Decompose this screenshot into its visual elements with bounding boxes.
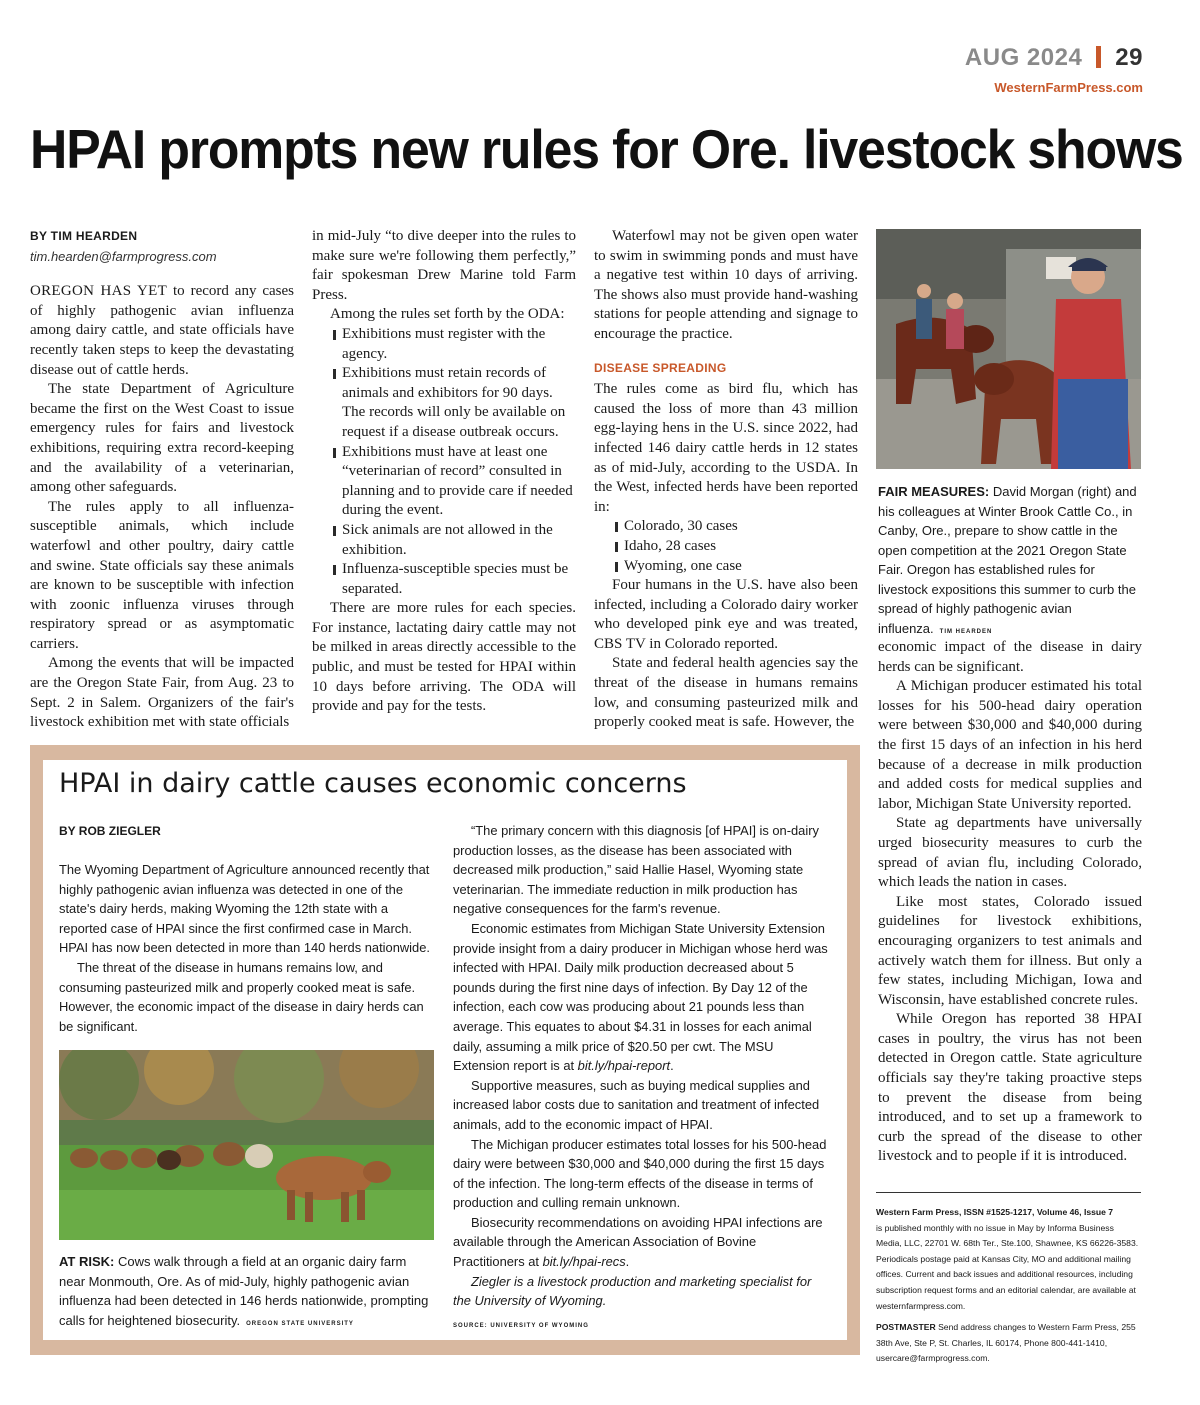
paragraph: A Michigan producer estimated his total losses for his 500-head dairy operation were between $30,000 and $40,000 during the first 15 days of an infection in his herd because of a decrease in milk production and added costs for medical supplies and labor, Michigan State University reported. bbox=[878, 678, 1142, 812]
paragraph: State and federal health agencies say the threat of the disease in humans remains low, and consuming pasteurized milk and properly cooked meat is safe. However, the bbox=[594, 655, 858, 731]
sidebar-source: SOURCE: UNIVERSITY OF WYOMING bbox=[453, 1322, 589, 1329]
paragraph: The state Department of Agriculture became the first on the West Coast to issue emergency rules for fairs and livestock exhibitions, requiring extra record-keeping and the availability of a veterinarian, among other safeguards. bbox=[30, 381, 294, 496]
author-bio bbox=[453, 1272, 831, 1311]
paragraph: “The primary concern with this diagnosis [of HPAI] is on-dairy production losses, as the disease has been associated with decreased milk production,” said Hallie Hasel, Wyoming state veterinarian. The immediate reduction in milk production has negative consequences for the farm's revenue. bbox=[453, 823, 819, 917]
masthead bbox=[876, 1192, 1141, 1373]
paragraph: Four humans in the U.S. have also been infected, including a Colorado dairy worker who developed pink eye and was treated, CBS TV in Colorado reported. bbox=[594, 577, 858, 652]
article-column-1 bbox=[30, 227, 294, 733]
sidebar-photo-caption bbox=[59, 1252, 434, 1334]
website-url: WesternFarmPress.com bbox=[994, 80, 1143, 95]
masthead-title: Western Farm Press, ISSN #1525-1217, Volume 46, Issue 7 bbox=[876, 1207, 1114, 1217]
article-column-3 bbox=[594, 227, 858, 733]
caption-label: FAIR MEASURES: bbox=[878, 484, 990, 499]
paragraph-end: . bbox=[670, 1058, 674, 1074]
caption-text: David Morgan (right) and his colleagues at Winter Brook Cattle Co., in Canby, Ore., prepare to show cattle in the open competition at the 2021 Oregon State Fair. Oregon has established rules for livestock expositions this summer to curb the spread of highly pathogenic avian influenza. bbox=[878, 484, 1137, 636]
author-email: tim.hearden@farmprogress.com bbox=[30, 248, 217, 264]
issue-date-header bbox=[965, 44, 1143, 72]
cattle-show-photo bbox=[876, 229, 1141, 469]
paragraph: The Wyoming Department of Agriculture announced recently that highly pathogenic avian influenza was detected in one of the state's dairy herds, making Wyoming the 12th state with a reported case of HPAI since the first confirmed case in March. HPAI has now been detected in more than 140 herds nationwide. bbox=[59, 862, 430, 956]
paragraph-text: Biosecurity recommendations on avoiding HPAI infections are available through the American Association of Bovine Practitioners at bbox=[453, 1214, 823, 1270]
paragraph: The Michigan producer estimates total losses for his 500-head dairy were between $30,000 and $40,000 during the first 15 days of the infection. The long-term effects of the disease in terms of production and culling remain unknown. bbox=[453, 1136, 827, 1211]
paragraph: Waterfowl may not be given open water to swim in swimming ponds and must have a negative test within 10 days of arriving. The shows also must provide hand-washing stations for people attending and signage to encourage the practice. bbox=[594, 228, 858, 342]
sidebar-column-2 bbox=[453, 821, 831, 1336]
lead-caps: OREGON HAS YET bbox=[30, 283, 168, 300]
list-item: Exhibitions must have at least one “veterinarian of record” consulted in planning and to provide care if needed during the event. bbox=[312, 443, 576, 521]
sidebar-title: HPAI in dairy cattle causes economic concerns bbox=[59, 768, 687, 799]
issue-date: AUG 2024 bbox=[964, 44, 1083, 71]
recs-link[interactable]: bit.ly/hpai-recs bbox=[542, 1254, 626, 1270]
postmaster-label: POSTMASTER bbox=[876, 1322, 936, 1333]
list-item: Wyoming, one case bbox=[594, 557, 858, 577]
masthead-info bbox=[876, 1205, 1141, 1314]
caption-label: AT RISK: bbox=[59, 1254, 115, 1269]
paragraph: Like most states, Colorado issued guidelines for livestock exhibitions, encouraging organizers to test animals and actively watch them for illness. But only a few states, including Michigan, Iowa and Wisconsin, have established concrete rules. bbox=[878, 893, 1142, 1008]
paragraph-text: Economic estimates from Michigan State University Extension provide insight from a dairy producer in Michigan whose herd was infected with HPAI. Daily milk production decreased about 5 pounds during the first nine days of infection. By Day 12 of the infection, each cow was producing about 21 pounds less than average. This equates to about $4.31 in losses for each animal daily, assuming a milk price of $20.50 per cwt. The MSU Extension report is at bbox=[453, 920, 828, 1074]
paragraph: economic impact of the disease in dairy herds can be significant. bbox=[878, 639, 1142, 675]
list-item: Exhibitions must register with the agency. bbox=[312, 325, 576, 364]
paragraph: There are more rules for each species. For instance, lactating dairy cattle may not be milked in areas directly accessible to the public, and must be tested for HPAI within 10 days before arriving. The ODA will provide and pay for the tests. bbox=[312, 600, 576, 715]
list-item: Colorado, 30 cases bbox=[594, 517, 858, 537]
paragraph: Among the events that will be impacted are the Oregon State Fair, from Aug. 23 to Sept. 2 in Salem. Organizers of the fair's livestock exhibition met with state officials bbox=[30, 655, 294, 731]
rules-list bbox=[312, 325, 576, 599]
paragraph: State ag departments have universally urged biosecurity measures to curb the spread of avian flu, including Colorado, which leads the nation in cases. bbox=[878, 815, 1142, 891]
headline: HPAI prompts new rules for Ore. livestock shows bbox=[30, 118, 1183, 180]
report-link[interactable]: bit.ly/hpai-report bbox=[577, 1058, 671, 1074]
paragraph-end: . bbox=[625, 1254, 630, 1270]
paragraph: in mid-July “to dive deeper into the rules to make sure we're following them perfectly,” fair spokesman Drew Marine told Farm Press. bbox=[312, 228, 576, 303]
paragraph-text: to record any cases of highly pathogenic avian influenza among dairy cattle, and state officials have recently taken steps to keep the devastating disease out of cattle herds. bbox=[30, 283, 294, 378]
list-item: Sick animals are not allowed in the exhibition. bbox=[312, 521, 576, 560]
paragraph: Among the rules set forth by the ODA: bbox=[330, 306, 565, 323]
caption-text: Cows walk through a field at an organic dairy farm near Monmouth, Ore. As of mid-July, highly pathogenic avian influenza had been detected in 146 herds nationwide, prompting calls for heightened biosecurity. bbox=[59, 1254, 429, 1328]
subhead: DISEASE SPREADING bbox=[594, 360, 727, 375]
postmaster-text: Send address changes to Western Farm Press, 255 38th Ave, Ste P, St. Charles, IL 60174, Phone 800-441-1410, usercare@farmprogress.com. bbox=[876, 1322, 1136, 1364]
article-column-2 bbox=[312, 227, 576, 717]
list-item: Idaho, 28 cases bbox=[594, 537, 858, 557]
paragraph: The threat of the disease in humans remains low, and consuming pasteurized milk and properly cooked meat is safe. However, the economic impact of the disease in dairy herds can be significant. bbox=[59, 959, 424, 1034]
dairy-cows-photo bbox=[59, 1050, 434, 1240]
masthead-body: is published monthly with no issue in May by Informa Business Media, LLC, 22701 W. 68th Ter., Ste.100, Shawnee, KS 66226-3583. Periodicals postage paid at Kansas City, MO and additional mailing offices. Current and back issues and additional resources, including subscription request forms and an editorial calendar, are available at westernfarmpress.com. bbox=[876, 1222, 1139, 1311]
states-list bbox=[594, 517, 858, 576]
list-item: Influenza-susceptible species must be separated. bbox=[312, 560, 576, 599]
sidebar-byline: BY ROB ZIEGLER bbox=[59, 824, 161, 838]
photo-credit: TIM HEARDEN bbox=[939, 628, 993, 635]
paragraph: While Oregon has reported 38 HPAI cases in poultry, the virus has not been detected in Oregon cattle. State agriculture officials say they're taking proactive steps to prevent the disease from being introduced, and to set up a framework to curb the spread of the disease to other livestock and to people if it is introduced. bbox=[878, 1011, 1142, 1165]
postmaster-info bbox=[876, 1320, 1141, 1367]
paragraph bbox=[453, 919, 831, 1076]
sidebar-column-1 bbox=[59, 860, 437, 1036]
photo-credit: OREGON STATE UNIVERSITY bbox=[246, 1320, 354, 1327]
paragraph bbox=[453, 1213, 831, 1272]
page-number: 29 bbox=[1115, 44, 1143, 71]
article-column-4 bbox=[878, 638, 1142, 1167]
paragraph: The rules apply to all influenza-susceptible animals, which include waterfowl and other poultry, dairy cattle and swine. State officials say these animals are known to be susceptible with infection with zoonic influenza viruses through respiratory spread or as asymptomatic carriers. bbox=[30, 498, 294, 652]
photo-caption-fair-measures bbox=[878, 482, 1143, 642]
author-bio-text: Ziegler is a livestock production and marketing specialist for the University of Wyoming. bbox=[453, 1273, 812, 1309]
paragraph: Supportive measures, such as buying medical supplies and increased labor costs due to sanitation and treatment of infected animals, add to the economic impact of HPAI. bbox=[453, 1077, 820, 1132]
list-item: Exhibitions must retain records of animals and exhibitors for 90 days. The records will only be available on request if a disease outbreak occurs. bbox=[312, 364, 576, 442]
byline: BY TIM HEARDEN bbox=[30, 229, 138, 243]
header-divider bbox=[1096, 46, 1101, 68]
paragraph bbox=[30, 282, 294, 380]
paragraph: The rules come as bird flu, which has caused the loss of more than 43 million egg-laying hens in the U.S. since 2022, had infected 146 dairy cattle herds in 12 states as of mid-July, according to the USDA. In the West, infected herds have been reported in: bbox=[594, 381, 858, 515]
